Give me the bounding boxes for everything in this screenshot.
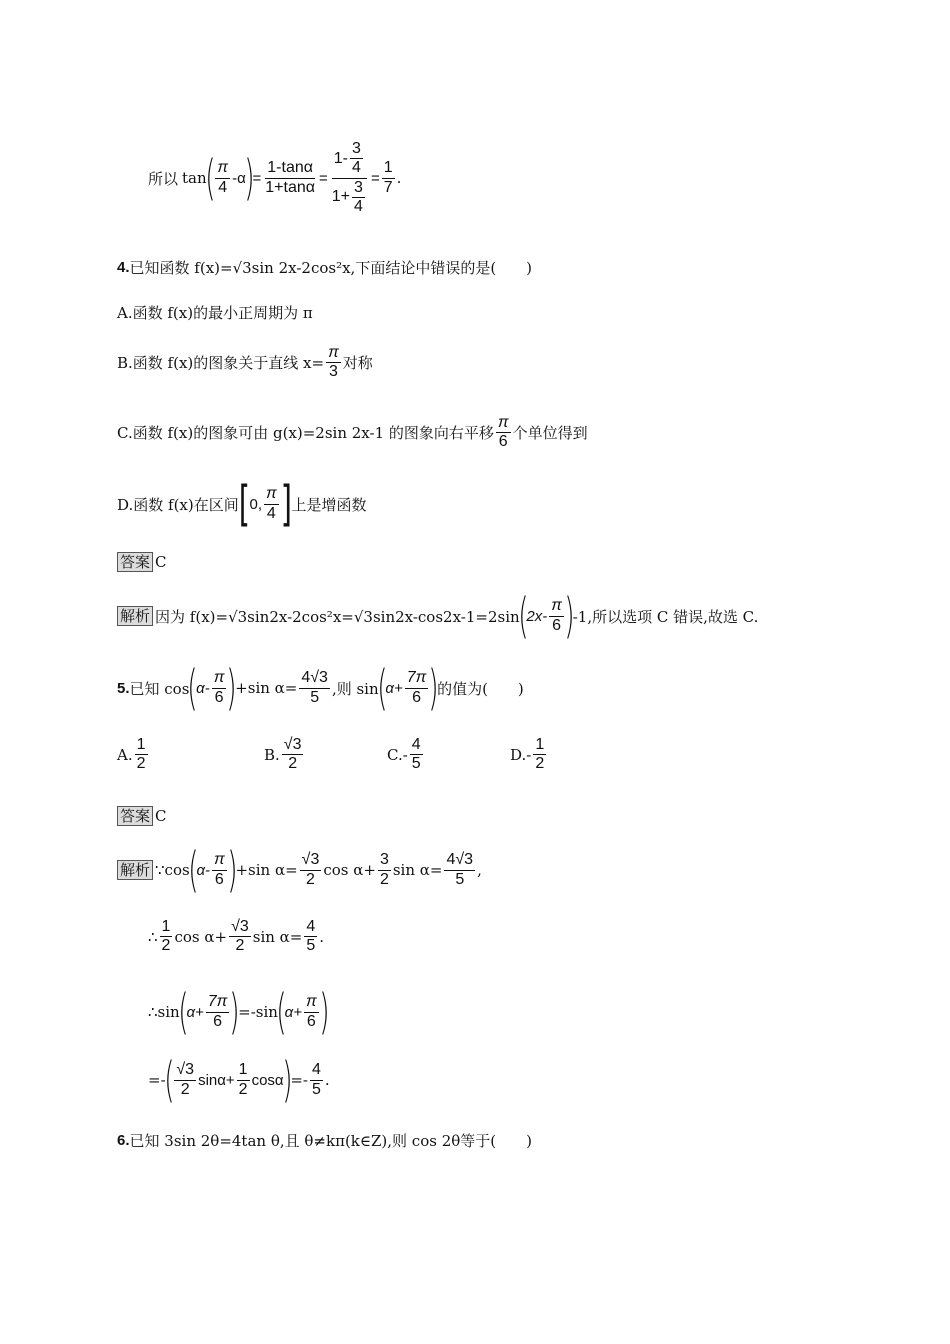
q5-analysis-step1: 解析 ∵cos ( α- $\frac{\pi}{6}$ ) +sin α= $\frac{√3}{2}$ cos α+ $\frac{3}{2}$ sin α= $\frac{4√3}{5}$ , xyxy=(117,846,482,894)
q4-option-a: A.函数 f(x)的最小正周期为 π xyxy=(117,304,313,322)
q4-stem xyxy=(117,257,532,278)
q4-number: 4. xyxy=(117,259,130,276)
frac-tan: $\frac{1-\tan\alpha}{1+\tan\alpha}$ xyxy=(265,159,316,196)
q4-answer: 答案 C xyxy=(117,552,167,572)
frac-1-7: $\frac{1}{7}$ xyxy=(383,159,393,196)
q5-analysis-step4: =- ( $\frac{√3}{2}$ sinα+ $\frac{1}{2}$ cosα ) =- $\frac{4}{5}$ . xyxy=(148,1052,330,1108)
q4-analysis: 解析 因为 f(x)=√3sin2x-2cos²x=√3sin2x-cos2x-1=2sin ( 2x- $\frac{\pi}{6}$ ) -1,所以选项 C 错误,故选 C. xyxy=(117,592,758,640)
q5-answer: 答案 C xyxy=(117,806,167,826)
q5-option-d: D.- $\frac{1}{2}$ xyxy=(510,736,545,773)
q5-option-b: B. $\frac{√3}{2}$ xyxy=(264,736,302,773)
q4-option-d: D.函数 f(x)在区间 [ 0, $\frac{\pi}{4}$ ] 上是增函数 xyxy=(117,476,367,532)
q5-option-a: A. $\frac{1}{2}$ xyxy=(117,736,146,773)
analysis-tag: 解析 xyxy=(117,606,153,626)
q5-stem: 5. 已知 cos ( α- $\frac{\pi}{6}$ ) +sin α= $\frac{4√3}{5}$ ,则 sin ( α+ $\frac{7\pi}{6}$ ) 的值为( ) xyxy=(117,660,524,716)
q6-stem: 6. 已知 3sin 2θ=4tan θ,且 θ≠kπ(k∈Z),则 cos 2θ等于( ) xyxy=(117,1132,532,1150)
q4-option-b: B.函数 f(x)的图象关于直线 x= $\frac{\pi}{3}$ 对称 xyxy=(117,344,373,381)
answer-tag: 答案 xyxy=(117,806,153,826)
q5-number: 5. xyxy=(117,679,130,697)
top-fn: tan xyxy=(182,169,207,188)
analysis-tag: 解析 xyxy=(117,860,153,880)
q4-stem-text: 已知函数 f(x)=√3sin 2x-2cos²x,下面结论中错误的是( ) xyxy=(129,259,533,277)
top-formula: 所以 tan ( $\frac{\pi}{4}$ -α ) = $\frac{1-\tan\alpha}{1+\tan\alpha}$ = 1- $\frac{3}{4}$ 1+ $\frac{3}{4}$ = $\frac{1}{7}$ . xyxy=(148,140,402,216)
answer-tag: 答案 xyxy=(117,552,153,572)
frac-compound: 1- $\frac{3}{4}$ 1+ $\frac{3}{4}$ xyxy=(330,140,369,217)
frac-pi-4: $\frac{\pi}{4}$ xyxy=(217,159,229,196)
q5-analysis-step2: ∴ $\frac{1}{2}$ cos α+ $\frac{√3}{2}$ sin α= $\frac{4}{5}$ . xyxy=(148,918,325,955)
q4-option-c: C.函数 f(x)的图象可由 g(x)=2sin 2x-1 的图象向右平移 $\frac{\pi}{6}$ 个单位得到 xyxy=(117,414,588,451)
q5-option-c: C.- $\frac{4}{5}$ xyxy=(387,736,421,773)
top-prefix: 所以 xyxy=(148,169,179,188)
q5-analysis-step3: ∴sin ( α+ $\frac{7\pi}{6}$ ) =-sin ( α+ $\frac{\pi}{6}$ ) xyxy=(148,984,330,1040)
q6-number: 6. xyxy=(117,1132,130,1149)
